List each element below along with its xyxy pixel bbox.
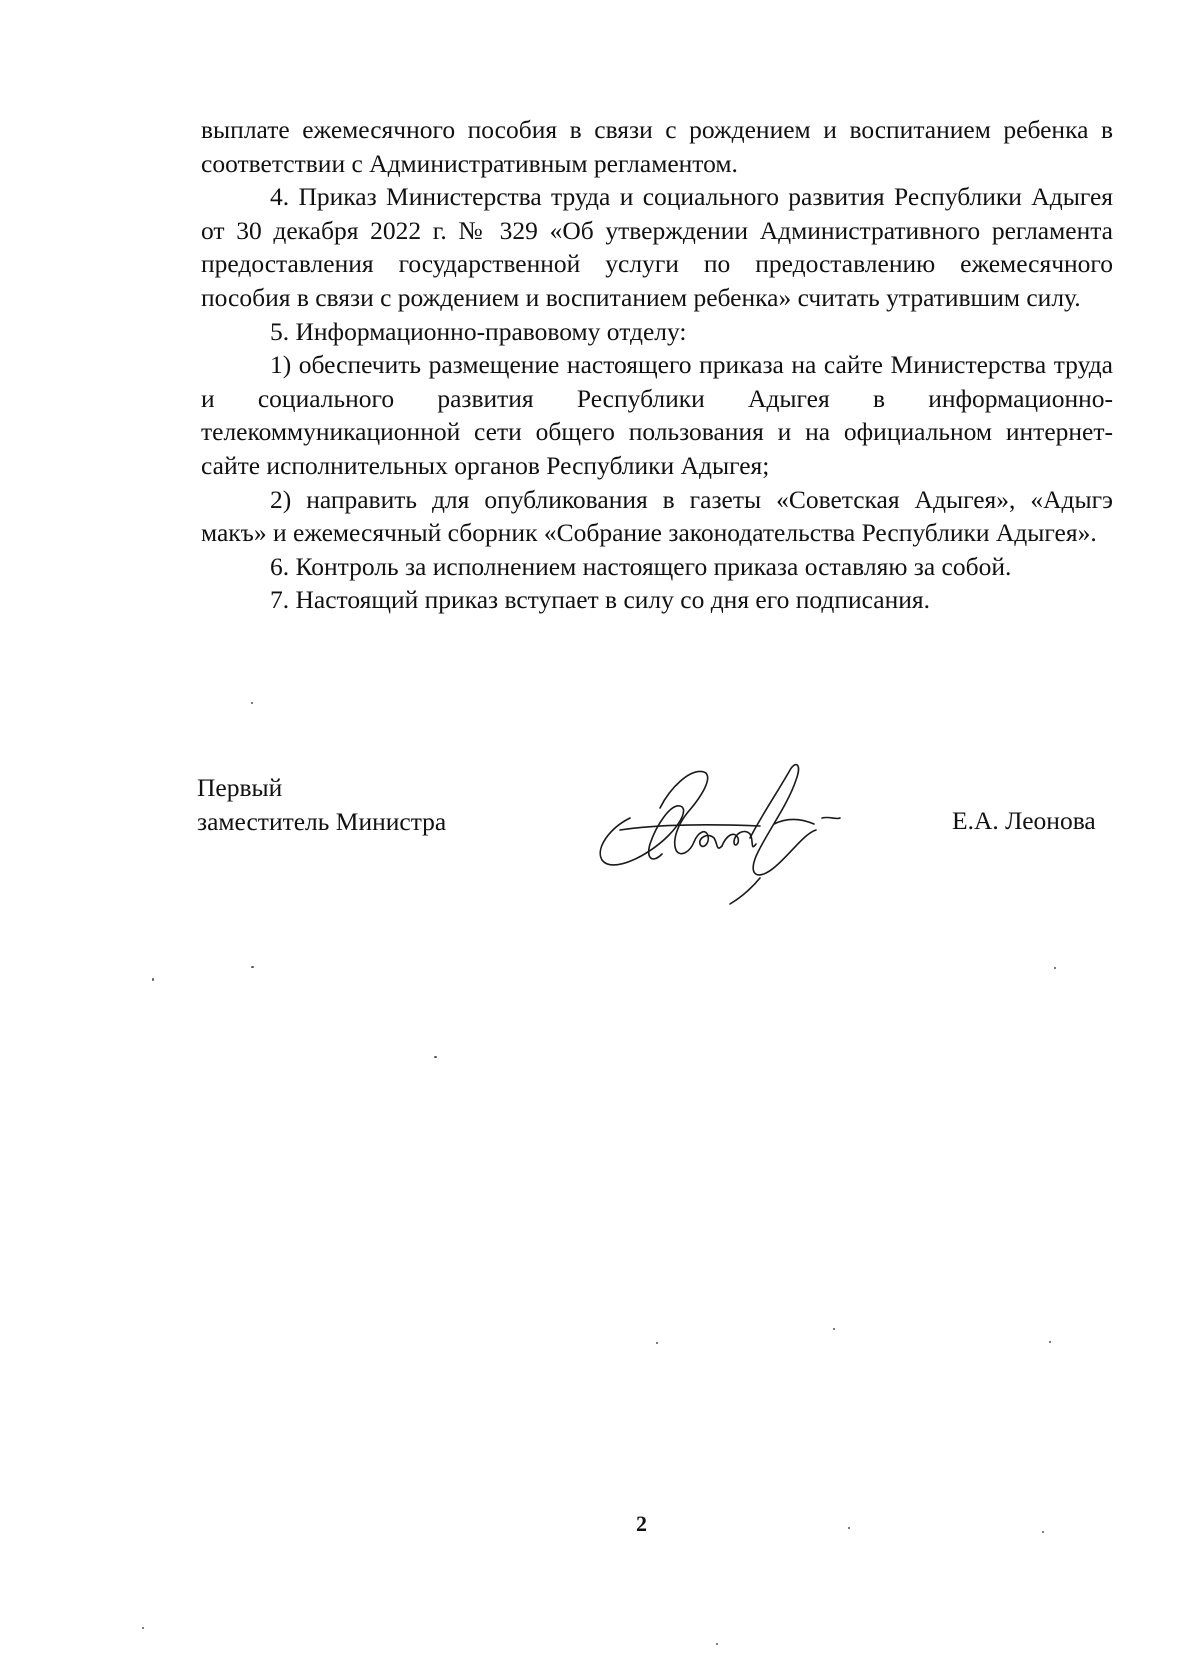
paragraph-item-5: 5. Информационно-правовому отделу: [270,316,687,346]
paragraph-item-5-1: 1) обеспечить размещение настоящего приказа на сайте Министерства труда и социального развития Республики Адыгея в информационно-телекоммуникационной сети общего пользования и на официальном интернет-сайте исполнительных органов Республики Адыгея; [201,350,1113,480]
scan-speck [848,1527,850,1529]
signer-position-line1: Первый [197,773,283,802]
scan-speck [1049,1341,1051,1343]
signer-position-line2: заместитель Министра [197,806,447,836]
paragraph-item-6: 6. Контроль за исполнением настоящего приказа оставляю за собой. [270,551,1012,581]
scan-speck [833,1328,835,1330]
scan-speck [1042,1531,1044,1533]
scan-speck [152,978,154,981]
scan-speck [716,1643,718,1645]
handwritten-signature [590,748,860,908]
signer-name: Е.А. Леонова [952,806,1096,835]
paragraph-item-7: 7. Настоящий приказ вступает в силу со дня его подписания. [270,585,930,615]
paragraph-item-5-2: 2) направить для опубликования в газеты «Советская Адыгея», «Адыгэ макъ» и ежемесячный сборник «Собрание законодательства Республики Адыгея». [201,484,1113,548]
scan-speck [142,1627,144,1629]
scan-speck [251,966,254,968]
page-number: 2 [636,1511,647,1536]
scan-speck [251,702,253,704]
scan-speck [1054,967,1056,969]
document-body [201,113,1113,617]
scan-speck [656,1342,658,1344]
scan-speck [434,1056,437,1058]
paragraph-item-4: 4. Приказ Министерства труда и социального развития Республики Адыгея от 30 декабря 2022 г. № 329 «Об утверждении Административного регламента предоставления государственной услуги по предоставлению ежемесячного пособия в связи с рождением и воспитанием ребенка» считать утратившим силу. [201,182,1113,312]
signer-position [197,771,446,838]
paragraph-continuation: выплате ежемесячного пособия в связи с рождением и воспитанием ребенка в соответствии с Административным регламентом. [201,115,1113,178]
